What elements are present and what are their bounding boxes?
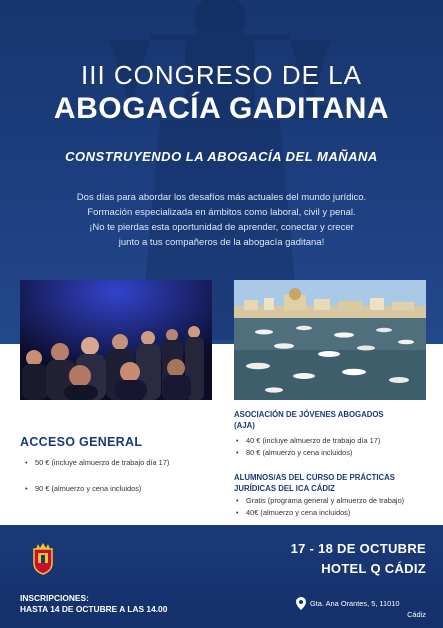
description-line: Dos días para abordar los desafíos más actuales del mundo jurídico. [76, 192, 367, 203]
description-line: Formación especializada en ámbitos como laboral, civil y penal. [87, 207, 356, 218]
event-dates: 17 - 18 DE OCTUBRE [290, 541, 426, 556]
description-line: ¡No te pierdas esta oportunidad de aprender, conectar y crecer [89, 222, 354, 233]
registration-label: INSCRIPCIONES: [20, 593, 89, 603]
students-title-line: JURÍDICAS DEL ICA CÁDIZ [234, 483, 335, 493]
aja-title-line: ASOCIACIÓN DE JÓVENES ABOGADOS [234, 410, 384, 419]
location-pin-icon [296, 597, 306, 610]
general-access-prices [25, 458, 169, 510]
harbor-photo [234, 280, 426, 400]
list-item: • 40€ (almuerzo y cena incluidos) [236, 507, 404, 519]
students-title-line: ALUMNOS/AS DEL CURSO DE PRÁCTICAS [234, 473, 396, 482]
list-item: • 50 € (incluye almuerzo de trabajo día 17) [25, 458, 169, 467]
list-item: • 90 € (almuerzo y cena incluidos) [25, 484, 169, 493]
description-line: junto a tus compañeros de la abogacía gaditana! [118, 237, 325, 248]
general-access-title: ACCESO GENERAL [20, 435, 143, 449]
aja-title-line: (AJA) [234, 420, 255, 430]
aja-title [234, 410, 384, 431]
venue-address: Gta. Ana Orantes, 5, 11010 [310, 599, 400, 608]
aja-prices [236, 435, 380, 459]
registration-deadline: HASTA 14 DE OCTUBRE A LAS 14.00 [20, 604, 168, 614]
list-item: • 40 € (incluye almuerzo de trabajo día 17) [236, 435, 380, 447]
students-title [234, 473, 395, 494]
title-line-1: III CONGRESO DE LA [81, 60, 362, 90]
list-item: • Gratis (programa general y almuerzo de trabajo) [236, 495, 404, 507]
coat-of-arms-emblem [30, 543, 56, 575]
title-line-2: ABOGACÍA GADITANA [53, 92, 390, 125]
audience-photo [20, 280, 212, 400]
description [30, 190, 413, 250]
venue-city: Cádiz [407, 610, 426, 619]
students-prices [236, 495, 404, 519]
event-venue: HOTEL Q CÁDIZ [321, 561, 426, 576]
list-item: • 80 € (almuerzo y cena incluidos) [236, 447, 380, 459]
subtitle: CONSTRUYENDO LA ABOGACÍA DEL MAÑANA [65, 149, 378, 164]
